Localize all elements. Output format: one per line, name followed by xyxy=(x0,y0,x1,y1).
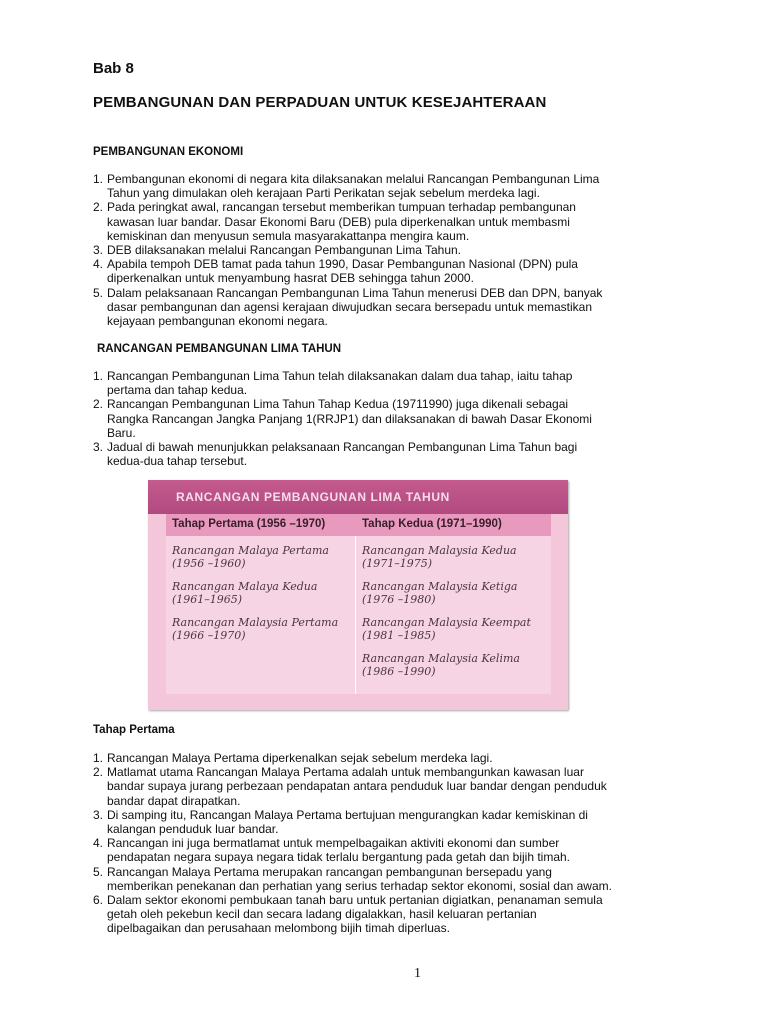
list-item-line: Dalam sektor ekonomi pembukaan tanah baru untuk pertanian digiatkan, penanaman semula xyxy=(107,893,603,908)
list-item-line: kemiskinan dan menyusun semula masyarakattanpa mengira kaum. xyxy=(107,228,470,243)
list-item-line: getah oleh pekebun kecil dan secara ladang digalakkan, hasil keluaran pertanian xyxy=(107,907,537,922)
list-item-line: kejayaan pembangunan ekonomi negara. xyxy=(107,314,328,329)
list-item-line: DEB dilaksanakan melalui Rancangan Pembangunan Lima Tahun. xyxy=(107,243,462,258)
list-item-number: 2. xyxy=(93,765,104,780)
plan-years: (1981 –1985) xyxy=(362,629,436,642)
plan-name: Rancangan Malaya Kedua xyxy=(172,580,318,593)
table-cell xyxy=(172,544,338,570)
section-heading-rancangan: RANCANGAN PEMBANGUNAN LIMA TAHUN xyxy=(97,343,342,355)
list-item xyxy=(93,257,653,285)
list-item xyxy=(93,808,653,836)
list-item-line: Baru. xyxy=(107,425,136,440)
list-item xyxy=(93,765,653,808)
list-item xyxy=(93,172,653,200)
table-banner xyxy=(148,480,568,514)
plan-years: (1966 –1970) xyxy=(172,629,246,642)
section-heading-ekonomi: PEMBANGUNAN EKONOMI xyxy=(93,146,244,158)
page-title: PEMBANGUNAN DAN PERPADUAN UNTUK KESEJAHTERAAN xyxy=(93,94,547,111)
list-item-line: memberikan penekanan dan perhatian yang serius terhadap sektor ekonomi, sosial dan awam. xyxy=(107,878,612,893)
plan-years: (1961–1965) xyxy=(172,593,243,606)
list-item xyxy=(93,369,653,397)
plan-years: (1976 –1980) xyxy=(362,593,436,606)
list-item-number: 1. xyxy=(93,172,104,186)
list-item-number: 4. xyxy=(93,836,104,851)
plan-years: (1956 –1960) xyxy=(172,557,246,570)
list-item-number: 1. xyxy=(93,751,104,765)
list-item xyxy=(93,397,653,440)
chapter-label: Bab 8 xyxy=(93,60,134,77)
list-item-line: bandar dapat dirapatkan. xyxy=(107,793,241,808)
list-item-line: diperkenalkan untuk menyambung hasrat DEB sehingga tahun 2000. xyxy=(107,271,474,286)
page-number: 1 xyxy=(414,966,421,981)
list-item-number: 3. xyxy=(93,440,104,455)
list-item-line: Matlamat utama Rancangan Malaya Pertama adalah untuk membangunkan kawasan luar xyxy=(107,765,584,780)
rancangan-table-image xyxy=(148,480,568,710)
list-item-line: Pada peringkat awal, rancangan tersebut memberikan tumpuan terhadap pembangunan xyxy=(107,200,576,215)
list-item-line: dipelbagaikan dan perusahaan melombong bijih timah diperluas. xyxy=(107,921,450,936)
list-item xyxy=(93,243,653,257)
list-item-number: 5. xyxy=(93,285,104,300)
list-item xyxy=(93,440,653,468)
list-item-line: Jadual di bawah menunjukkan pelaksanaan Rancangan Pembangunan Lima Tahun bagi xyxy=(107,440,578,455)
table-body xyxy=(166,536,551,694)
list-ekonomi xyxy=(93,172,653,328)
table-column-tahap-pertama xyxy=(172,544,338,652)
list-item-line: pertama dan tahap kedua. xyxy=(107,383,248,398)
plan-years: (1971–1975) xyxy=(362,557,433,570)
table-cell xyxy=(172,580,338,606)
list-item xyxy=(93,751,653,765)
list-item-number: 2. xyxy=(93,397,104,412)
list-item-number: 1. xyxy=(93,369,104,383)
list-item-line: Rancangan ini juga bermatlamat untuk mempelbagaikan aktiviti ekonomi dan sumber xyxy=(107,836,560,851)
table-header-row xyxy=(166,514,551,536)
list-item-line: Rancangan Malaya Pertama merupakan rancangan pembangunan bersepadu yang xyxy=(107,864,552,879)
plan-name: Rancangan Malaysia Pertama xyxy=(172,616,339,629)
table-header-tahap-kedua: Tahap Kedua (1971–1990) xyxy=(362,518,502,530)
table-cell xyxy=(362,580,531,606)
list-item xyxy=(93,865,653,893)
table-header-tahap-pertama: Tahap Pertama (1956 –1970) xyxy=(172,518,326,530)
list-item-line: Dalam pelaksanaan Rancangan Pembangunan Lima Tahun menerusi DEB dan DPN, banyak xyxy=(107,285,603,300)
list-item-number: 2. xyxy=(93,200,104,215)
table-cell xyxy=(362,544,531,570)
list-item-number: 6. xyxy=(93,893,104,908)
plan-name: Rancangan Malaysia Keempat xyxy=(362,616,531,629)
list-item-line: kawasan luar bandar. Dasar Ekonomi Baru (DEB) pula diperkenalkan untuk membasmi xyxy=(107,214,570,229)
table-cell xyxy=(362,616,531,642)
list-item-line: Di samping itu, Rancangan Malaya Pertama bertujuan mengurangkan kadar kemiskinan di xyxy=(107,807,588,822)
list-item-line: kedua-dua tahap tersebut. xyxy=(107,454,248,469)
list-item-line: pendapatan negara supaya negara tidak terlalu bergantung pada getah dan bijih timah. xyxy=(107,850,571,865)
table-banner-title: RANCANGAN PEMBANGUNAN LIMA TAHUN xyxy=(176,490,450,504)
list-item-line: Pembangunan ekonomi di negara kita dilaksanakan melalui Rancangan Pembangunan Lima xyxy=(107,172,600,186)
list-item-line: Rangka Rancangan Jangka Panjang 1(RRJP1) dan dilaksanakan di bawah Dasar Ekonomi xyxy=(107,411,592,426)
table-cell xyxy=(362,652,531,678)
list-item xyxy=(93,200,653,243)
table-cell xyxy=(172,616,338,642)
list-tahap-pertama xyxy=(93,751,653,936)
list-item xyxy=(93,836,653,864)
list-item-line: bandar supaya jurang perbezaan pendapatan antara penduduk luar bandar dengan penduduk xyxy=(107,779,607,794)
list-item-line: kalangan penduduk luar bandar. xyxy=(107,822,279,837)
plan-name: Rancangan Malaysia Kedua xyxy=(362,544,517,557)
list-item-number: 5. xyxy=(93,864,104,879)
list-item-line: dasar pembangunan dan agensi kerajaan diwujudkan secara bersepadu untuk memastikan xyxy=(107,299,592,314)
list-item xyxy=(93,286,653,329)
list-rancangan xyxy=(93,369,653,468)
list-item-number: 3. xyxy=(93,807,104,822)
list-item-line: Rancangan Malaya Pertama diperkenalkan sejak sebelum merdeka lagi. xyxy=(107,751,493,765)
list-item-line: Apabila tempoh DEB tamat pada tahun 1990, Dasar Pembangunan Nasional (DPN) pula xyxy=(107,257,578,272)
plan-name: Rancangan Malaysia Ketiga xyxy=(362,580,518,593)
table-column-divider xyxy=(355,536,356,694)
list-item xyxy=(93,893,653,936)
plan-name: Rancangan Malaya Pertama xyxy=(172,544,329,557)
plan-name: Rancangan Malaysia Kelima xyxy=(362,652,520,665)
plan-years: (1986 –1990) xyxy=(362,665,436,678)
table-column-tahap-kedua xyxy=(362,544,531,688)
list-item-line: Rancangan Pembangunan Lima Tahun telah dilaksanakan dalam dua tahap, iaitu tahap xyxy=(107,369,573,383)
list-item-number: 4. xyxy=(93,257,104,272)
list-item-line: Rancangan Pembangunan Lima Tahun Tahap Kedua (19711990) juga dikenali sebagai xyxy=(107,397,569,412)
section-heading-tahap-pertama: Tahap Pertama xyxy=(93,724,175,736)
list-item-line: Tahun yang dimulakan oleh kerajaan Parti Perikatan sejak sebelum merdeka lagi. xyxy=(107,186,540,201)
list-item-number: 3. xyxy=(93,243,104,258)
